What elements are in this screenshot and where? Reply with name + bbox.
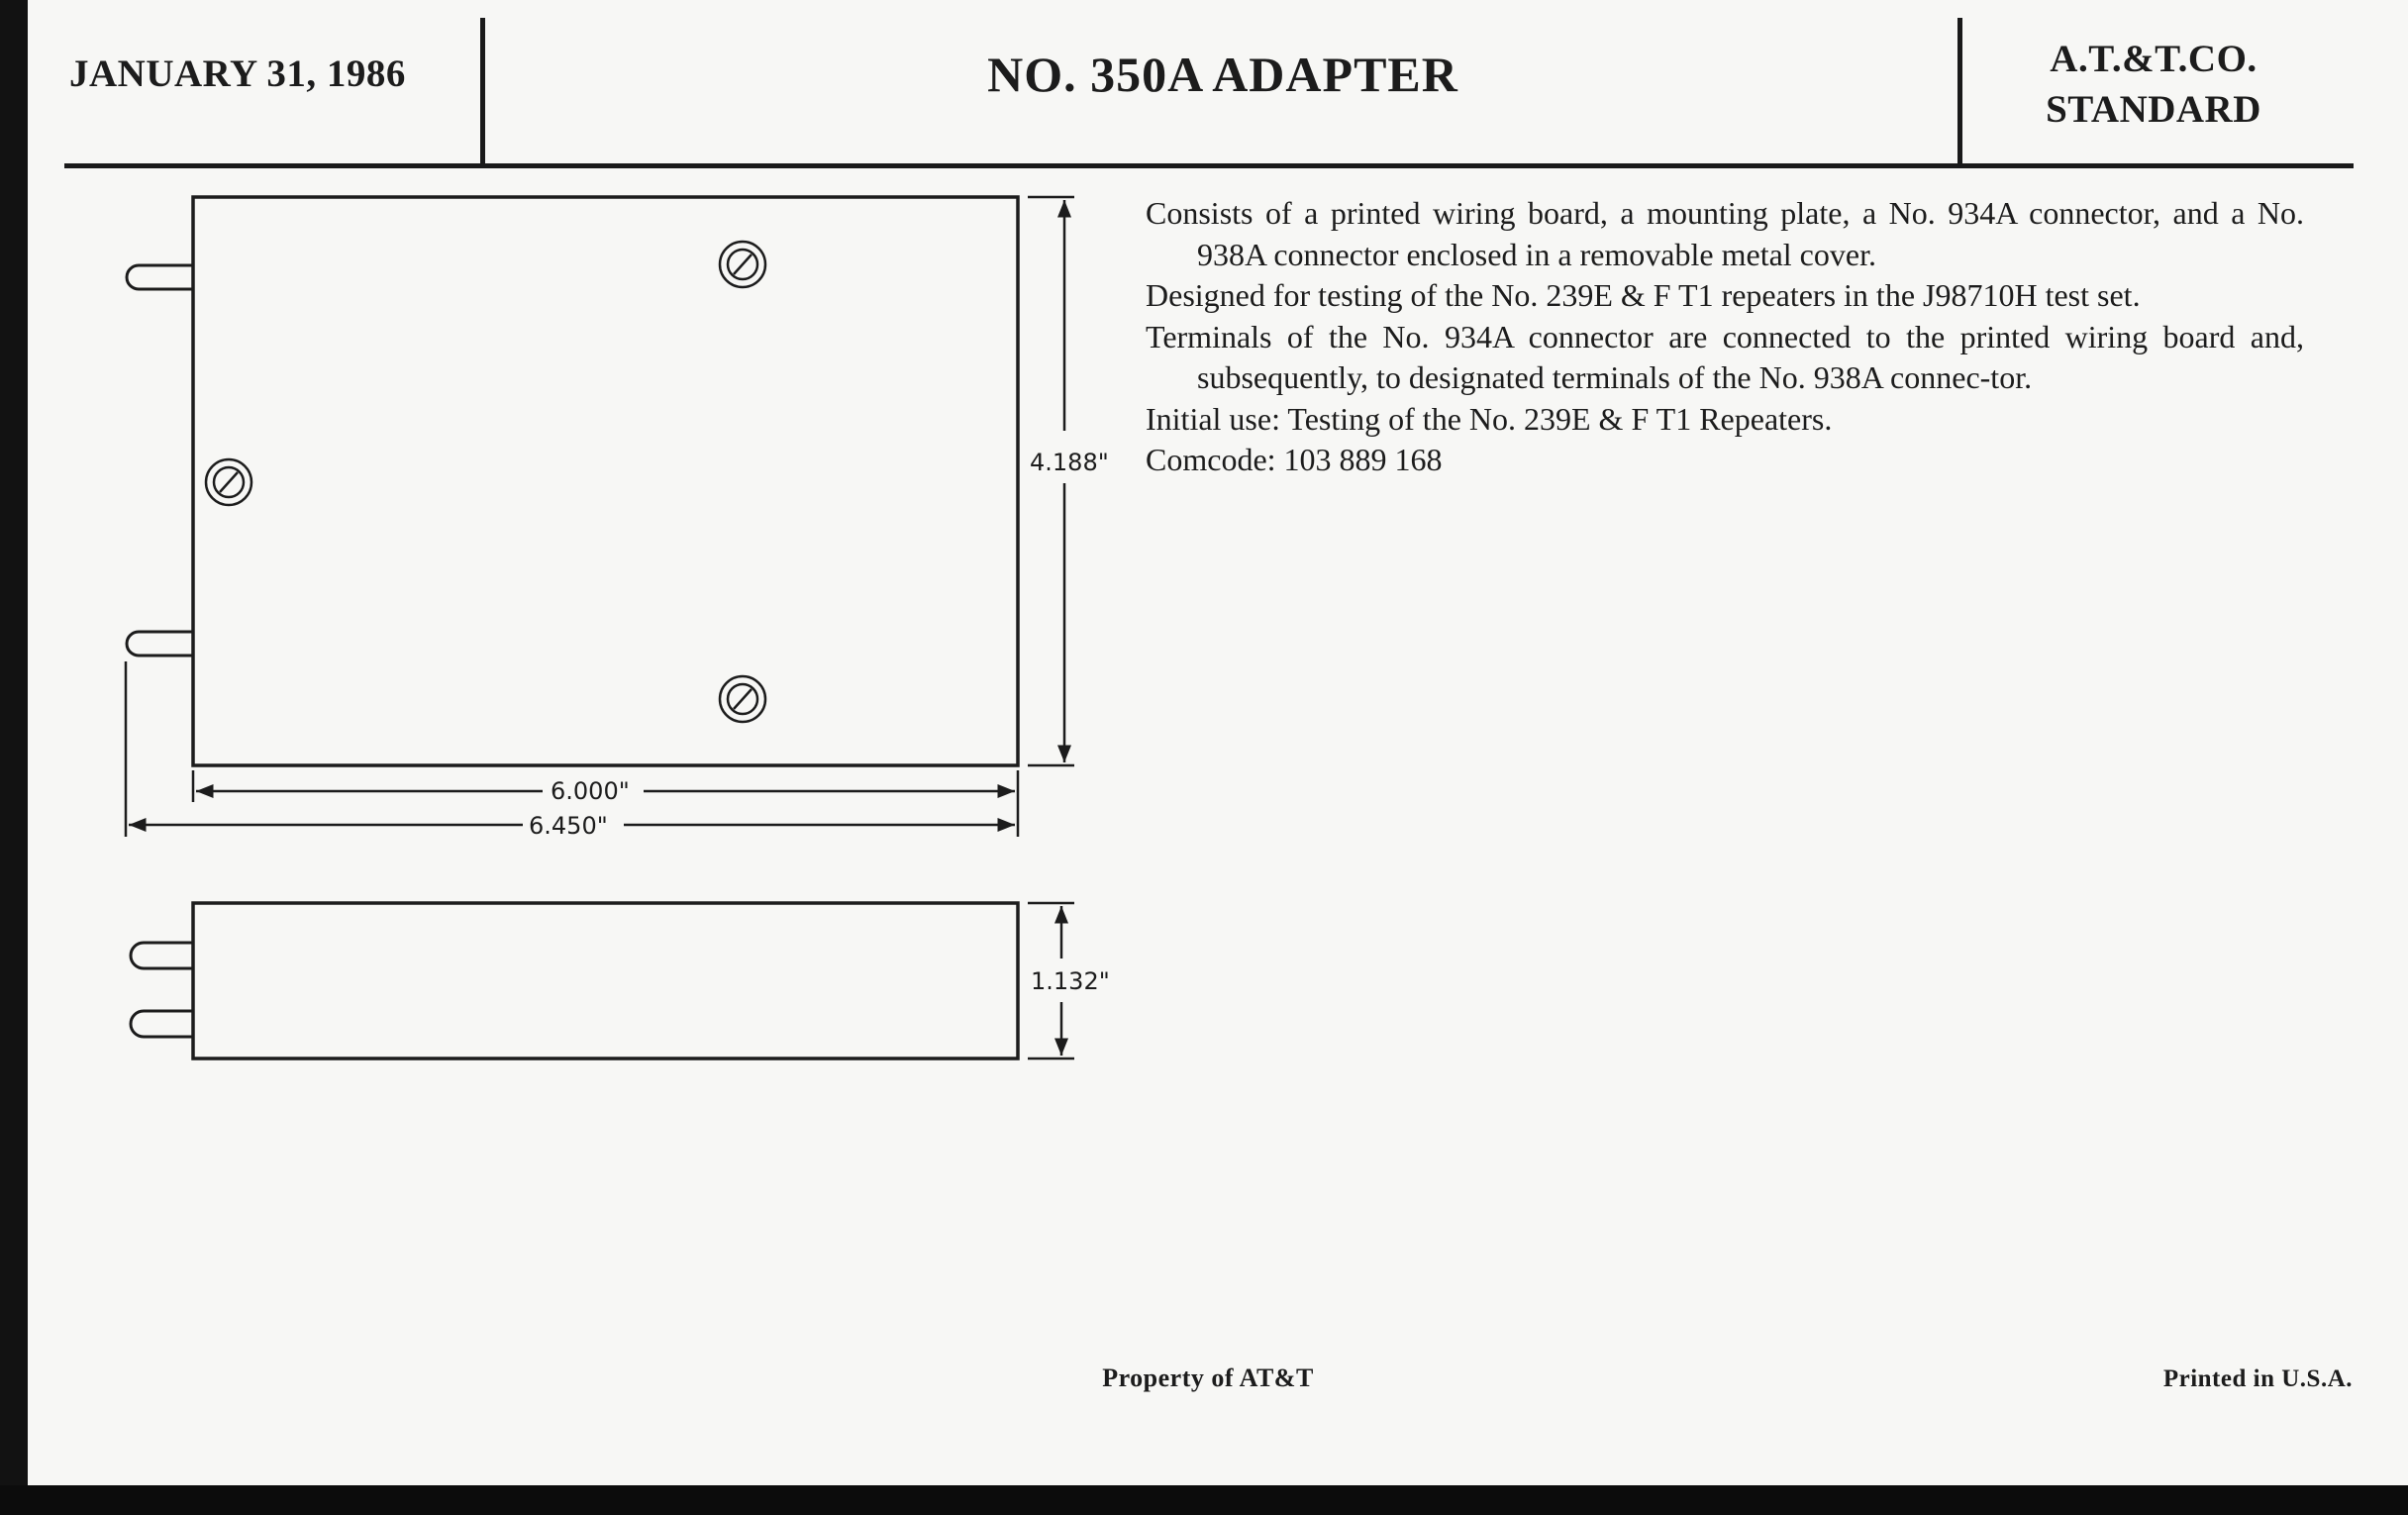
side-connector-pin-upper: [131, 943, 193, 968]
issue-date: JANUARY 31, 1986: [69, 52, 406, 95]
description-block: [1146, 193, 2304, 481]
standard-label-line1: A.T.&T.CO.: [2050, 38, 2258, 80]
top-view: [126, 197, 1074, 837]
dim-label-side-height: 1.132": [1031, 967, 1110, 995]
top-view-cover-outline: [193, 197, 1018, 765]
document-title: NO. 350A ADAPTER: [987, 47, 1458, 102]
screw-icon-top: [720, 242, 765, 287]
description-paragraph: Initial use: Testing of the No. 239E & F T1 Repeaters.: [1146, 400, 1833, 437]
side-view: [131, 903, 1074, 1059]
standard-label-line2: STANDARD: [2046, 88, 2261, 131]
side-view-outline: [193, 903, 1018, 1059]
description-paragraph: Consists of a printed wiring board, a mounting plate, a No. 934A connector, and a No. 938A connector enclosed in a removable metal cover.: [1146, 195, 2304, 272]
screw-icon-bottom: [720, 676, 765, 722]
description-paragraph: Comcode: 103 889 168: [1146, 442, 1443, 477]
description-paragraph: Designed for testing of the No. 239E & F T1 repeaters in the J98710H test set.: [1146, 277, 2141, 313]
dim-label-width-inner: 6.000": [551, 777, 630, 805]
side-connector-pin-lower: [131, 1011, 193, 1037]
printed-notice: Printed in U.S.A.: [2162, 1365, 2353, 1392]
screw-icon-left: [206, 459, 251, 505]
connector-pin-lower: [127, 632, 193, 656]
scan-border-bottom: [0, 1485, 2408, 1515]
dim-label-height: 4.188": [1030, 449, 1109, 476]
property-notice: Property of AT&T: [1102, 1364, 1314, 1392]
connector-pin-upper: [127, 265, 193, 289]
description-paragraph: Terminals of the No. 934A connector are connected to the printed wiring board and, subsequently, to designated terminals of the No. 938A connec-tor.: [1146, 318, 2304, 395]
dim-label-width-overall: 6.450": [529, 812, 608, 840]
